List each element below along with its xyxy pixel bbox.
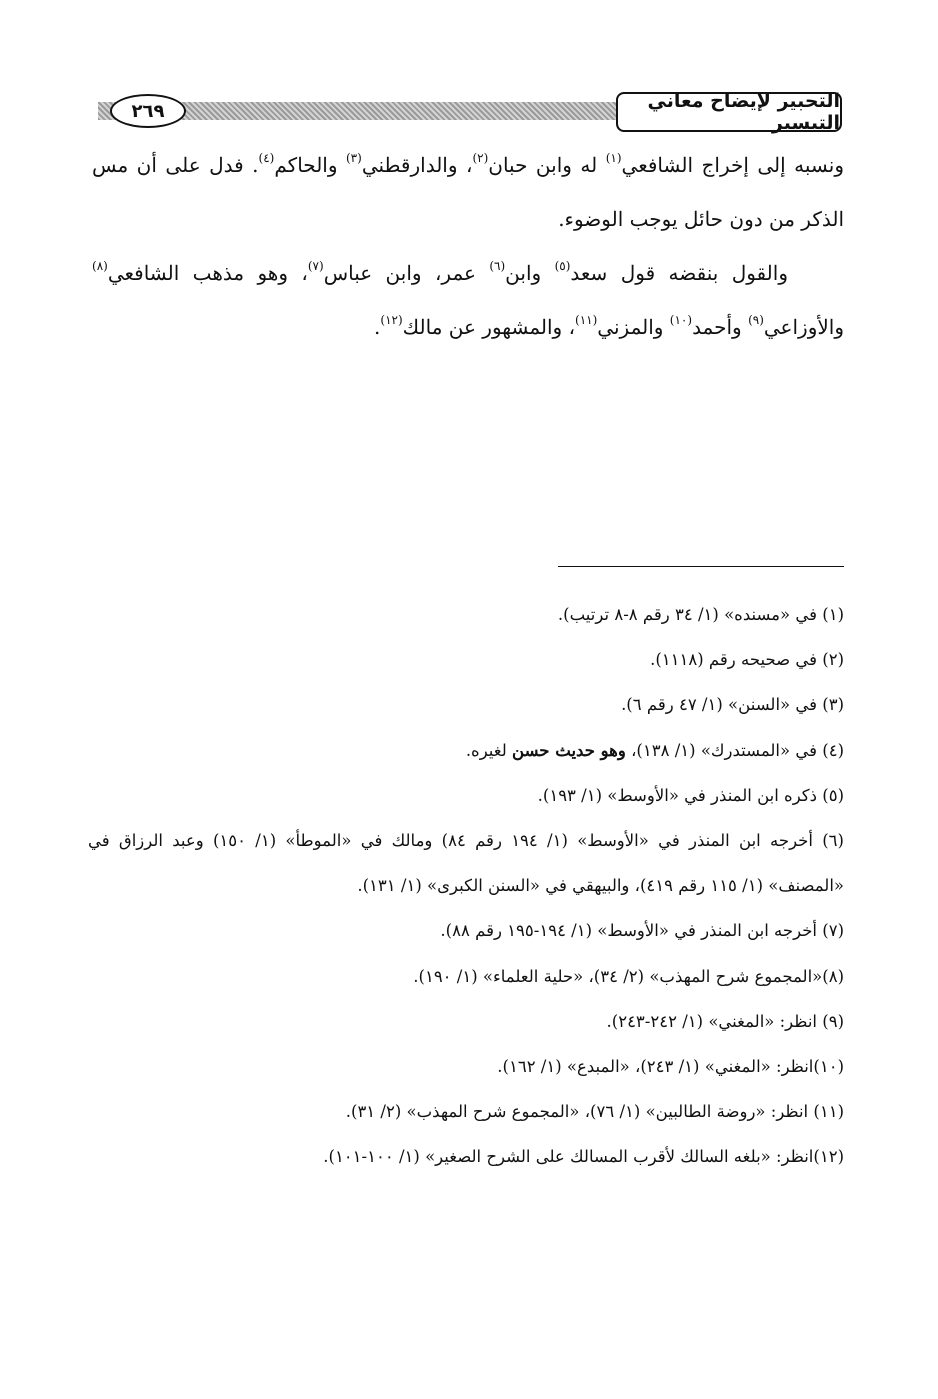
text-run: ونسبه إلى إخراج الشافعي xyxy=(621,153,844,177)
footnote-2: (٢) في صحيحه رقم (١١١٨). xyxy=(650,650,844,670)
text-run: ، وهو مذهب الشافعي xyxy=(107,261,308,285)
text-run: عمر، وابن عباس xyxy=(323,261,490,285)
footnote-12: (١٢)انظر: «بلغه السالك لأقرب المسالك على الشرح الصغير» (١/ ١٠٠-١٠١). xyxy=(323,1147,844,1167)
footnote-ref-1: (١) xyxy=(605,151,622,165)
footnotes xyxy=(88,592,844,1180)
footnote-4 xyxy=(88,728,844,773)
footnote-ref-6: (٦) xyxy=(489,259,506,273)
running-header xyxy=(98,92,842,140)
footnote-3: (٣) في «السنن» (١/ ٤٧ رقم ٦). xyxy=(621,695,844,715)
footnote-ref-11: (١١) xyxy=(575,313,598,327)
footnote-ref-4: (٤) xyxy=(258,151,275,165)
footnote-10: (١٠)انظر: «المغني» (١/ ٢٤٣)، «المبدع» (١/ ١٦٢). xyxy=(497,1057,844,1077)
paragraph-1 xyxy=(92,138,844,246)
footnote-4-bold: وهو حديث حسن xyxy=(512,740,626,760)
text-run: والحاكم xyxy=(274,153,346,177)
text-run: والمزني xyxy=(597,315,670,339)
text-run: والأوزاعي xyxy=(763,315,844,339)
footnote-ref-8: (٨) xyxy=(92,259,108,273)
footnote-ref-2: (٢) xyxy=(472,151,489,165)
main-text xyxy=(92,138,844,354)
footnote-ref-12: (١٢) xyxy=(380,313,403,327)
footnote-4-tail: لغيره. xyxy=(465,740,513,760)
text-run: ، والمشهور عن مالك xyxy=(402,315,576,339)
footnote-11: (١١) انظر: «روضة الطالبين» (١/ ٧٦)، «المجموع شرح المهذب» (٢/ ٣١). xyxy=(345,1102,844,1122)
footnote-separator xyxy=(558,566,844,567)
text-run: والقول بنقضه قول سعد xyxy=(570,261,788,285)
text-run: . xyxy=(374,315,381,339)
footnote-ref-10: (١٠) xyxy=(669,313,693,327)
footnote-8: (٨)«المجموع شرح المهذب» (٢/ ٣٤)، «حلية العلماء» (١/ ١٩٠). xyxy=(413,966,844,986)
footnote-ref-7: (٧) xyxy=(307,259,324,273)
page-number: ٢٦٩ xyxy=(110,94,186,128)
text-run: ، والدارقطني xyxy=(361,153,473,177)
footnote-9: (٩) انظر: «المغني» (١/ ٢٤٢-٢٤٣). xyxy=(606,1011,844,1031)
text-run: وابن xyxy=(505,261,555,285)
paragraph-2 xyxy=(92,246,844,354)
text-run: وأحمد xyxy=(692,315,749,339)
footnote-7: (٧) أخرجه ابن المنذر في «الأوسط» (١/ ١٩٤-١٩٥ رقم ٨٨). xyxy=(440,921,844,941)
text-run: . فدل على أن مس الذكر من دون حائل يوجب الوضوء. xyxy=(92,153,844,231)
footnote-ref-9: (٩) xyxy=(748,313,764,327)
footnote-ref-3: (٣) xyxy=(345,151,362,165)
footnote-1: (١) في «مسنده» (١/ ٣٤ رقم ٨-٨ ترتيب). xyxy=(557,605,844,624)
book-title: التحبير لإيضاح معاني التيسير xyxy=(616,92,842,132)
footnote-4-text: (٤) في «المستدرك» (١/ ١٣٨)، xyxy=(625,740,844,760)
text-run: له وابن حبان xyxy=(488,153,606,177)
footnote-6: (٦) أخرجه ابن المنذر في «الأوسط» (١/ ١٩٤ رقم ٨٤) ومالك في «الموطأ» (١/ ١٥٠) وعبد الرزاق في «المصنف» (١/ ١١٥ رقم ٤١٩)، والبيهقي في «السنن الكبرى» (١/ ١٣١). xyxy=(88,831,844,896)
footnote-ref-5: (٥) xyxy=(554,259,571,273)
footnote-5: (٥) ذكره ابن المنذر في «الأوسط» (١/ ١٩٣). xyxy=(537,785,844,805)
